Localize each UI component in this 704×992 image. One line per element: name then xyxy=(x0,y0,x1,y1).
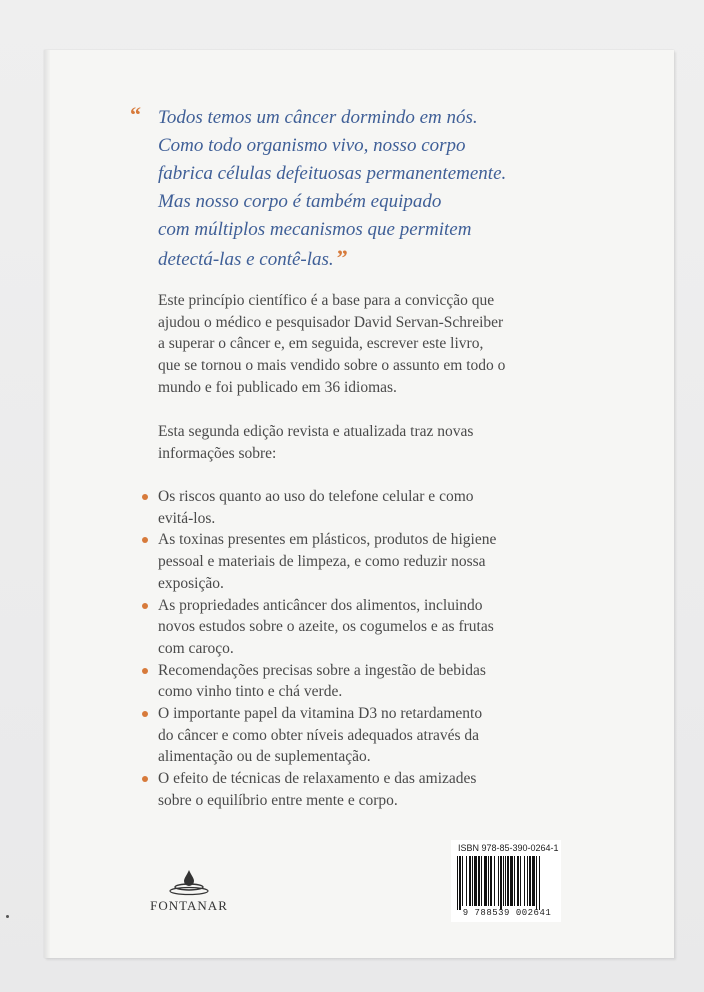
list-item xyxy=(142,486,612,529)
bullet-line: Os riscos quanto ao uso do telefone celular e como xyxy=(158,488,474,505)
bullet-line: evitá-los. xyxy=(158,509,216,527)
bullet-line: Recomendações precisas sobre a ingestão de bebidas xyxy=(158,661,486,679)
bullet-dot-icon xyxy=(142,494,148,500)
bullet-dot-icon xyxy=(142,603,148,609)
barcode-bar xyxy=(481,856,482,906)
barcode-digits: 9 788539 002641 xyxy=(462,908,552,918)
water-drop-icon xyxy=(169,868,209,896)
quote-line-last xyxy=(116,244,586,274)
barcode-bar xyxy=(514,856,515,906)
barcode-bar xyxy=(510,856,513,906)
intro-line: ajudou o médico e pesquisador David Servan-Schreiber xyxy=(158,313,504,331)
barcode-bar xyxy=(484,856,487,906)
barcode-bar xyxy=(527,856,528,906)
quote-line: Como todo organismo vivo, nosso corpo xyxy=(158,135,466,156)
barcode-bar xyxy=(472,856,473,906)
barcode-bar xyxy=(520,856,521,906)
quote-line: fabrica células defeituosas permanentemente. xyxy=(158,163,507,184)
bullet-line: do câncer e como obter níveis adequados através da xyxy=(158,726,480,744)
barcode-bar xyxy=(488,856,489,906)
intro-line: mundo e foi publicado em 36 idiomas. xyxy=(158,378,397,396)
quote-line: Mas nosso corpo é também equipado xyxy=(158,191,442,212)
barcode-bar xyxy=(539,856,540,910)
intro-line: Este princípio científico é a base para a convicção que xyxy=(158,292,495,309)
list-item xyxy=(142,768,612,811)
bullet-line: O importante papel da vitamina D3 no retardamento xyxy=(158,705,483,723)
bullet-line: novos estudos sobre o azeite, os cogumelos e as frutas xyxy=(158,618,494,636)
pull-quote xyxy=(116,104,586,274)
barcode-bar xyxy=(457,856,458,910)
barcode-bar xyxy=(500,856,502,910)
barcode-bar xyxy=(517,856,519,906)
bullet-line: com caroço. xyxy=(158,639,234,657)
quote-line-text: detectá-las e contê-las. xyxy=(158,249,334,270)
barcode-bar xyxy=(478,856,480,906)
barcode-bar xyxy=(469,856,471,906)
scan-speck xyxy=(6,915,9,918)
list-item xyxy=(142,595,612,660)
list-item xyxy=(142,703,612,768)
bullet-line: sobre o equilíbrio entre mente e corpo. xyxy=(158,791,398,809)
publisher-name: FONTANAR xyxy=(150,898,228,913)
quote-open-mark: “ xyxy=(130,102,141,127)
barcode-bar xyxy=(459,856,461,910)
barcode-bar xyxy=(529,856,531,906)
bullet-line: alimentação ou de suplementação. xyxy=(158,748,371,766)
edition-line: Esta segunda edição revista e atualizada traz novas xyxy=(158,423,474,440)
barcode-bar xyxy=(466,856,467,906)
intro-line: que se tornou o mais vendido sobre o assunto em todo o xyxy=(158,357,506,375)
quote-close-mark: ” xyxy=(336,245,348,270)
bullet-line: pessoal e materiais de limpeza, e como reduzir nossa xyxy=(158,553,486,571)
bullet-line: como vinho tinto e chá verde. xyxy=(158,683,343,701)
bullet-dot-icon xyxy=(142,537,148,543)
bullet-dot-icon xyxy=(142,668,148,674)
publisher-logo xyxy=(144,868,234,914)
barcode-bar xyxy=(474,856,477,906)
intro-paragraph xyxy=(158,290,598,399)
barcode-bar xyxy=(507,856,509,906)
list-item xyxy=(142,660,612,703)
bullet-dot-icon xyxy=(142,776,148,782)
bullet-dot-icon xyxy=(142,711,148,717)
isbn-label: ISBN 978-85-390-0264-1 xyxy=(458,843,559,853)
barcode-bar xyxy=(524,856,525,906)
edition-paragraph xyxy=(158,421,598,464)
barcode-bar xyxy=(462,856,463,906)
edition-line: informações sobre: xyxy=(158,444,277,462)
barcode-bar xyxy=(532,856,535,906)
quote-line: com múltiplos mecanismos que permitem xyxy=(158,219,472,240)
barcode-bar xyxy=(505,856,506,906)
bullet-line: As toxinas presentes em plásticos, produtos de higiene xyxy=(158,531,497,549)
list-item xyxy=(142,529,612,594)
barcode-bar xyxy=(498,856,499,906)
bullet-line: As propriedades anticâncer dos alimentos, incluindo xyxy=(158,596,483,614)
bullet-line: exposição. xyxy=(158,574,224,592)
barcode-bar xyxy=(503,856,504,906)
bullet-line: O efeito de técnicas de relaxamento e das amizades xyxy=(158,770,477,788)
intro-line: a superar o câncer e, em seguida, escrever este livro, xyxy=(158,335,484,353)
barcode-bar xyxy=(490,856,492,906)
barcode-bar xyxy=(494,856,495,906)
bullet-list xyxy=(142,486,612,812)
barcode-bar xyxy=(536,856,537,910)
quote-line: Todos temos um câncer dormindo em nós. xyxy=(158,107,478,128)
